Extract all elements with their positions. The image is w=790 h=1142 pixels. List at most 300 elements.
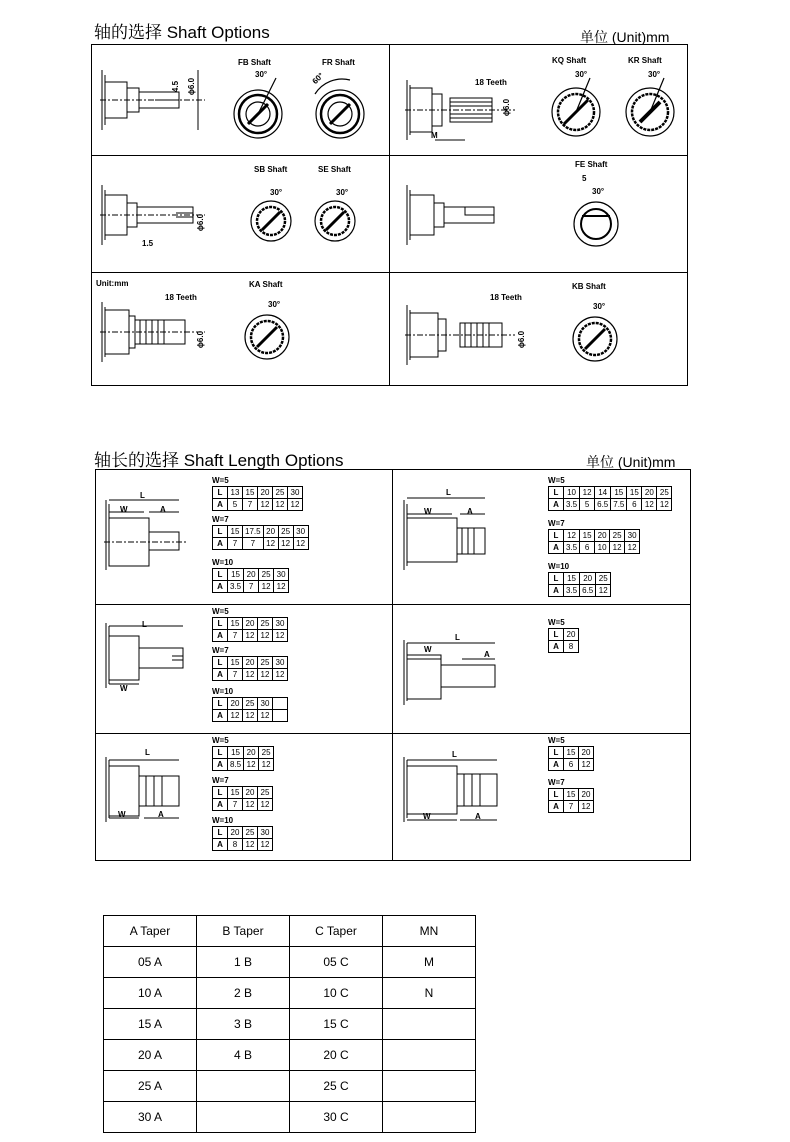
shaft-options-unit: 单位 (Unit)mm [580,29,670,45]
table-cell: 6 [564,759,579,771]
table-cell: 12 [259,759,274,771]
kb-shaft-label: KB Shaft [572,282,606,291]
table-cell: 14 [595,487,611,499]
table-cell: 10 C [290,978,383,1009]
divider [95,604,691,605]
row-key: A [213,538,228,550]
row-key: L [549,629,564,641]
table-cell: 12 [243,799,258,811]
length-options-title: 轴长的选择 Shaft Length Options [94,451,344,470]
table-cell: 30 [288,487,303,499]
length-table [548,628,579,653]
dim-w: W [120,684,128,693]
table-cell: 7.5 [611,499,627,511]
table-cell: 12 [288,499,303,511]
row-key: L [549,747,564,759]
table-row [104,1071,476,1102]
dim-label: ϕ6.0 [187,77,197,96]
row-key: A [549,585,564,597]
table-cell: 12 [625,542,640,554]
table-cell: 12 [258,630,273,642]
kq-front-drawing [546,82,606,142]
table-cell: N [383,978,476,1009]
fr-shaft-label: FR Shaft [322,58,355,67]
table-cell: 20 [244,569,259,581]
table-cell: 12 [258,710,273,722]
row-key: L [549,487,564,499]
table-cell: 25 [243,827,258,839]
kr-front-drawing [620,82,680,142]
table-row [213,698,288,710]
row-key: A [213,710,228,722]
dim-l: L [140,491,145,500]
sb-front-drawing [246,196,296,246]
table-cell [383,1009,476,1040]
table-cell: 15 [564,747,579,759]
table-cell: 30 [258,698,273,710]
table-cell: 10 [595,542,610,554]
table-cell: 30 [625,530,640,542]
ka-front-drawing [240,310,294,364]
dim-l: L [145,748,150,757]
row-key: L [213,487,228,499]
table-cell: 25 [258,787,273,799]
divider [392,469,393,861]
table-row [213,618,288,630]
table-cell: 30 A [104,1102,197,1133]
dim-label: 1.5 [142,239,154,248]
table-cell: 20 [564,629,579,641]
table-cell: 12 [278,538,293,550]
row-key: A [549,759,564,771]
width-group-label: W=10 [212,558,234,567]
table-cell: 7 [228,630,243,642]
table-cell: 1 B [197,947,290,978]
width-group-label: W=7 [212,515,229,524]
table-cell: 12 [273,630,288,642]
length-drawing-1 [104,490,194,580]
width-group-label: W=5 [548,476,565,485]
length-table [212,697,288,722]
table-row [549,629,579,641]
table-cell: 15 [228,618,243,630]
row-key: L [213,657,228,669]
length-table [548,486,672,511]
table-cell: 8.5 [228,759,244,771]
table-cell: 8 [228,839,243,851]
width-group-label: W=10 [212,816,234,825]
dim-label: ϕ6.0 [196,330,206,349]
table-cell: 7 [228,669,243,681]
table-row [104,1040,476,1071]
dim-w: W [118,810,126,819]
dim-label: 5 [582,174,587,183]
dim-a: A [158,810,164,819]
dim-a: A [475,812,481,821]
table-cell: 15 [580,530,595,542]
table-cell: 3.5 [228,581,244,593]
length-drawing-4 [402,635,502,715]
table-row [104,1102,476,1133]
table-cell [383,1102,476,1133]
table-row [213,787,273,799]
length-table [212,568,289,593]
table-cell: 12 [244,759,259,771]
table-cell: 20 [595,530,610,542]
length-table [548,746,594,771]
table-cell: 30 [273,657,288,669]
table-cell: 3 B [197,1009,290,1040]
table-cell: 25 A [104,1071,197,1102]
ka-shaft-label: KA Shaft [249,280,283,289]
table-cell: 13 [228,487,243,499]
length-table [548,788,594,813]
row-key: A [549,641,564,653]
length-table [548,529,640,554]
row-key: L [549,530,564,542]
row-key: A [213,630,228,642]
table-cell: 3.5 [564,542,580,554]
table-cell: 25 [657,487,672,499]
table-cell: 20 [243,787,258,799]
length-drawing-3 [104,618,194,698]
sb-shaft-label: SB Shaft [254,165,288,174]
table-cell: 6.5 [595,499,611,511]
width-group-label: W=5 [548,618,565,627]
length-drawing-5 [104,752,194,832]
taper-header-row [104,916,476,947]
table-cell: 8 [564,641,579,653]
row-key: A [549,499,564,511]
table-cell: 20 [580,573,596,585]
row-key: A [213,759,228,771]
row-key: L [213,526,228,538]
table-row [549,499,672,511]
table-row [213,538,309,550]
angle-label: 60° [310,71,326,86]
table-cell: 3.5 [564,499,580,511]
dim-a: A [160,505,166,514]
table-cell: 20 [579,789,594,801]
row-key: A [213,839,228,851]
table-cell [273,698,288,710]
table-cell: 15 C [290,1009,383,1040]
fb-shaft-label: FB Shaft [238,58,271,67]
width-group-label: W=7 [548,778,565,787]
dim-w: W [424,507,432,516]
angle-label: 30° [270,188,283,197]
kb-front-drawing [568,312,622,366]
table-cell: 6 [627,499,642,511]
table-cell: 12 [657,499,672,511]
table-cell: 25 [258,657,273,669]
sb-side-drawing [100,185,210,255]
divider [95,733,691,734]
unit-mm-label: Unit:mm [96,279,129,288]
table-cell: 7 [244,581,259,593]
divider [91,155,688,156]
row-key: A [549,542,564,554]
table-cell: 15 [243,487,258,499]
dim-l: L [446,488,451,497]
angle-label: 30° [648,70,661,79]
width-group-label: W=7 [212,646,229,655]
kb-side-drawing [405,305,525,375]
table-cell: 12 [273,499,288,511]
table-cell: 25 [243,698,258,710]
dim-a: A [467,507,473,516]
table-cell [383,1040,476,1071]
width-group-label: W=10 [548,562,570,571]
table-row [549,530,640,542]
table-row [213,710,288,722]
table-cell: 15 [228,787,243,799]
table-cell: 05 A [104,947,197,978]
table-cell: 15 [564,573,580,585]
table-cell: 25 [610,530,625,542]
table-cell: 12 [243,710,258,722]
length-table [212,786,273,811]
length-table [212,617,288,642]
table-row [213,759,274,771]
table-cell: 25 [259,569,274,581]
header-b-taper: B Taper [197,916,290,947]
row-key: A [213,499,228,511]
dim-l: L [452,750,457,759]
dim-a: A [484,650,490,659]
table-cell: 15 [228,657,243,669]
table-cell: 7 [228,538,243,550]
table-cell: 12 [258,839,273,851]
table-cell: 25 [278,526,293,538]
length-table [548,572,611,597]
fe-shaft-label: FE Shaft [575,160,608,169]
table-row [549,801,594,813]
table-cell: 12 [243,839,258,851]
width-group-label: W=5 [548,736,565,745]
table-cell: 2 B [197,978,290,1009]
table-cell: M [383,947,476,978]
dim-w: W [120,505,128,514]
m-label: M [431,131,438,140]
table-cell: 3.5 [564,585,580,597]
teeth-label: 18 Teeth [490,293,522,302]
header-c-taper: C Taper [290,916,383,947]
length-table [212,656,288,681]
length-table [212,746,274,771]
table-row [213,569,289,581]
table-cell: 30 C [290,1102,383,1133]
table-row [213,657,288,669]
table-row [549,641,579,653]
row-key: A [213,799,228,811]
fb-front-drawing [228,84,288,144]
table-cell: 20 [263,526,278,538]
table-cell: 15 [611,487,627,499]
table-cell: 6.5 [580,585,596,597]
table-cell: 7 [243,499,258,511]
angle-label: 30° [575,70,588,79]
dim-l: L [142,620,147,629]
teeth-label: 18 Teeth [475,78,507,87]
dim-w: W [424,645,432,654]
table-cell: 12 [228,710,243,722]
fe-front-drawing [568,196,624,252]
se-front-drawing [310,196,360,246]
fe-side-drawing [405,185,515,255]
length-table [212,525,309,550]
kr-shaft-label: KR Shaft [628,56,662,65]
table-row [549,789,594,801]
table-cell: 12 [273,669,288,681]
shaft-options-title: 轴的选择 Shaft Options [94,23,270,42]
table-row [213,487,303,499]
table-row [213,630,288,642]
table-cell: 15 [564,789,579,801]
width-group-label: W=10 [212,687,234,696]
row-key: L [213,747,228,759]
length-drawing-2 [402,490,492,580]
angle-label: 30° [336,188,349,197]
table-cell: 20 [243,657,258,669]
header-mn: MN [383,916,476,947]
table-cell [383,1071,476,1102]
table-cell [197,1102,290,1133]
table-cell: 20 [243,618,258,630]
row-key: L [549,789,564,801]
table-cell: 20 C [290,1040,383,1071]
divider [91,272,688,273]
angle-label: 30° [255,70,268,79]
table-cell: 12 [610,542,625,554]
table-cell: 12 [580,487,595,499]
table-cell: 4 B [197,1040,290,1071]
table-cell: 30 [293,526,308,538]
table-row [549,487,672,499]
header-a-taper: A Taper [104,916,197,947]
table-cell: 10 [564,487,580,499]
width-group-label: W=5 [212,736,229,745]
length-table [212,826,273,851]
row-key: L [213,618,228,630]
table-row [213,669,288,681]
table-cell: 25 [258,618,273,630]
table-cell [273,710,288,722]
table-cell: 20 [258,487,273,499]
table-cell: 12 [258,669,273,681]
table-cell: 12 [258,499,273,511]
table-cell: 20 A [104,1040,197,1071]
table-row [549,585,611,597]
table-row [549,573,611,585]
table-row [213,839,273,851]
taper-table [103,915,476,1133]
se-shaft-label: SE Shaft [318,165,351,174]
table-cell: 7 [243,538,264,550]
table-cell: 7 [228,799,243,811]
table-row [213,747,274,759]
width-group-label: W=7 [548,519,565,528]
table-cell: 12 [642,499,657,511]
table-row [213,799,273,811]
fr-front-drawing [310,84,370,144]
row-key: A [549,801,564,813]
table-cell: 17.5 [243,526,264,538]
table-cell: 20 [244,747,259,759]
dim-l: L [455,633,460,642]
row-key: L [213,827,228,839]
table-cell: 5 [228,499,243,511]
table-row [213,581,289,593]
angle-label: 30° [268,300,281,309]
divider [389,44,390,386]
table-cell: 12 [274,581,289,593]
teeth-label: 18 Teeth [165,293,197,302]
table-cell: 15 [228,526,243,538]
table-cell: 15 A [104,1009,197,1040]
table-cell: 15 [228,747,244,759]
table-row [549,759,594,771]
table-cell: 25 [273,487,288,499]
table-cell: 12 [259,581,274,593]
ka-side-drawing [100,302,210,372]
table-cell: 25 [596,573,611,585]
table-cell: 20 [579,747,594,759]
table-cell: 30 [273,618,288,630]
table-cell: 6 [580,542,595,554]
dim-label: ϕ6.0 [196,213,206,232]
length-table [212,486,303,511]
table-cell: 12 [579,759,594,771]
row-key: L [213,787,228,799]
table-row [549,747,594,759]
row-key: A [213,581,228,593]
width-group-label: W=7 [212,776,229,785]
table-cell: 12 [243,669,258,681]
row-key: L [549,573,564,585]
row-key: L [213,698,228,710]
table-cell: 30 [274,569,289,581]
table-row [104,978,476,1009]
angle-label: 30° [593,302,606,311]
table-cell: 25 C [290,1071,383,1102]
table-cell: 5 [580,499,595,511]
table-cell: 12 [258,799,273,811]
angle-label: 30° [592,187,605,196]
table-row [104,1009,476,1040]
table-cell: 30 [258,827,273,839]
table-cell: 20 [642,487,657,499]
table-cell: 20 [228,827,243,839]
table-row [213,827,273,839]
table-cell: 10 A [104,978,197,1009]
table-cell: 7 [564,801,579,813]
table-cell: 05 C [290,947,383,978]
table-cell [197,1071,290,1102]
table-cell: 12 [564,530,580,542]
length-drawing-6 [402,752,502,832]
row-key: L [213,569,228,581]
table-cell: 12 [243,630,258,642]
table-cell: 15 [228,569,244,581]
table-row [213,526,309,538]
width-group-label: W=5 [212,607,229,616]
table-cell: 12 [596,585,611,597]
table-cell: 25 [259,747,274,759]
dim-label: ϕ6.0 [517,330,527,349]
table-row [213,499,303,511]
length-options-unit: 单位 (Unit)mm [586,454,676,470]
